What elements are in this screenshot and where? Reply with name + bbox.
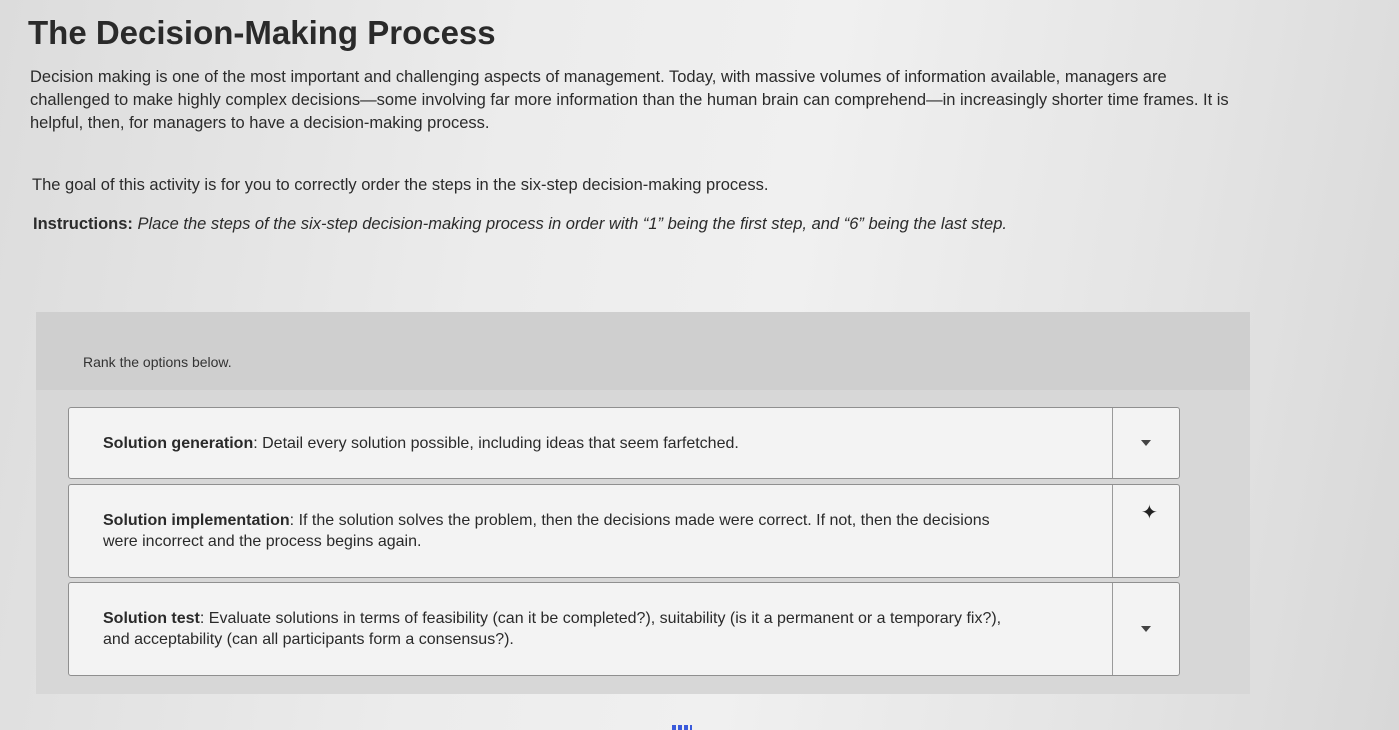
rank-prompt: Rank the options below. xyxy=(83,354,232,370)
rank-item-description: Evaluate solutions in terms of feasibility (can it be completed?), suitability (is it a permanent or a temporary fix?), and acceptability (can all participants form a consensus?). xyxy=(103,610,1002,648)
rank-item-text: Solution test: Evaluate solutions in terms of feasibility (can it be completed?), suitability (is it a permanent or a temporary fix?), and acceptability (can all participants form a consensus?). xyxy=(103,610,1002,648)
ranking-panel xyxy=(36,312,1250,694)
rank-item-description: If the solution solves the problem, then the decisions made were correct. If not, then the decisions were incorrect and the process begins again. xyxy=(103,512,990,550)
rank-list xyxy=(36,312,1250,694)
intro-paragraph: Decision making is one of the most important and challenging aspects of management. Today, with massive volumes of information available, managers are challenged to make highly complex decisions—some involving far more information than the human brain can comprehend—in increasingly shorter time frames. It is helpful, then, for managers to have a decision-making process. xyxy=(30,68,1229,132)
page-title: The Decision-Making Process xyxy=(28,14,496,51)
rank-item-term: Solution test xyxy=(103,610,200,627)
rank-item-description: Detail every solution possible, including ideas that seem farfetched. xyxy=(262,434,739,452)
rank-item-term: Solution implementation xyxy=(103,512,290,529)
rank-select-dropdown[interactable] xyxy=(1112,408,1179,478)
rank-item-text: Solution implementation: If the solution solves the problem, then the decisions made were correct. If not, then the decisions were incorrect and the process begins again. xyxy=(103,512,990,550)
mouse-cursor-icon: ✦ xyxy=(1141,502,1158,524)
rank-item-text: Solution generation: Detail every solution possible, including ideas that seem farfetched. xyxy=(103,434,739,452)
chevron-down-icon xyxy=(1141,626,1151,632)
instructions-label: Instructions: xyxy=(33,215,133,233)
instructions-paragraph xyxy=(33,215,1007,234)
chevron-down-icon xyxy=(1141,440,1151,446)
rank-item-term: Solution generation xyxy=(103,434,254,452)
rank-select-dropdown[interactable] xyxy=(1112,583,1179,675)
rank-item-solution-generation[interactable] xyxy=(68,407,1180,479)
rank-item-solution-test[interactable] xyxy=(68,582,1180,676)
rank-select-dropdown[interactable] xyxy=(1112,485,1179,577)
rank-item-solution-implementation[interactable] xyxy=(68,484,1180,578)
instructions-text: Place the steps of the six-step decision-making process in order with “1” being the first step, and “6” being the last step. xyxy=(137,215,1007,233)
drag-handle-icon[interactable] xyxy=(672,725,692,730)
goal-paragraph: The goal of this activity is for you to correctly order the steps in the six-step decision-making process. xyxy=(32,176,769,194)
